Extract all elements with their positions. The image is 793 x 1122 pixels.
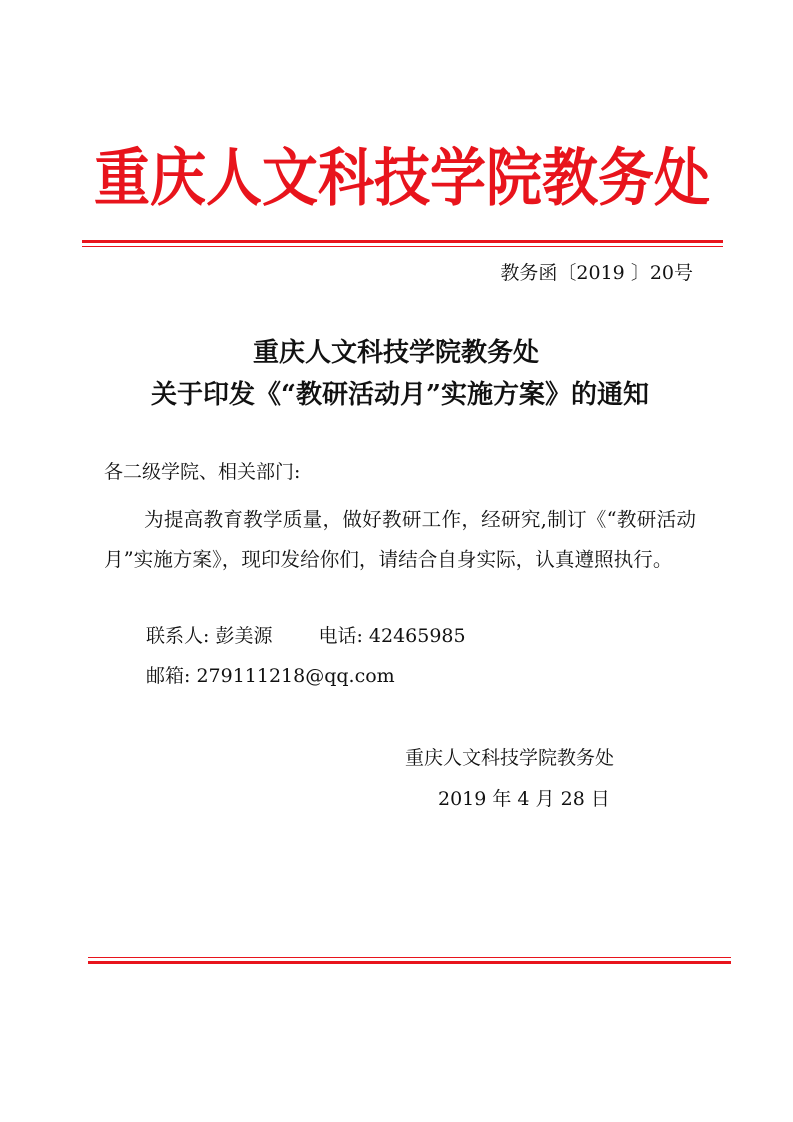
document-number: 教务函〔2019 〕20号 bbox=[500, 262, 693, 284]
contact-phone: 电话: 42465985 bbox=[318, 625, 466, 647]
body-paragraph: 为提高教育教学质量，做好教研工作，经研究,制订《“教研活动月”实施方案》，现印发给你们，请结合自身实际，认真遵照执行。 bbox=[104, 508, 696, 571]
addressee: 各二级学院、相关部门: bbox=[104, 461, 301, 483]
contact-email: 邮箱: 279111218@qq.com bbox=[146, 665, 395, 687]
contact-person: 联系人: 彭美源 bbox=[146, 625, 273, 647]
contact-line bbox=[146, 620, 466, 652]
footer-rule-thick bbox=[88, 961, 731, 964]
signature-date: 2019 年 4 月 28 日 bbox=[438, 788, 610, 810]
letterhead-rule-thin bbox=[82, 246, 723, 247]
signature-organization: 重庆人文科技学院教务处 bbox=[405, 747, 615, 769]
letterhead-rule-thick bbox=[82, 240, 723, 243]
footer-rule-thin bbox=[88, 957, 731, 958]
letterhead-title: 重庆人文科技学院教务处 bbox=[94, 141, 710, 215]
document-title-line2: 关于印发《“教研活动月”实施方案》的通知 bbox=[151, 380, 649, 410]
document-title-line1: 重庆人文科技学院教务处 bbox=[252, 338, 539, 368]
